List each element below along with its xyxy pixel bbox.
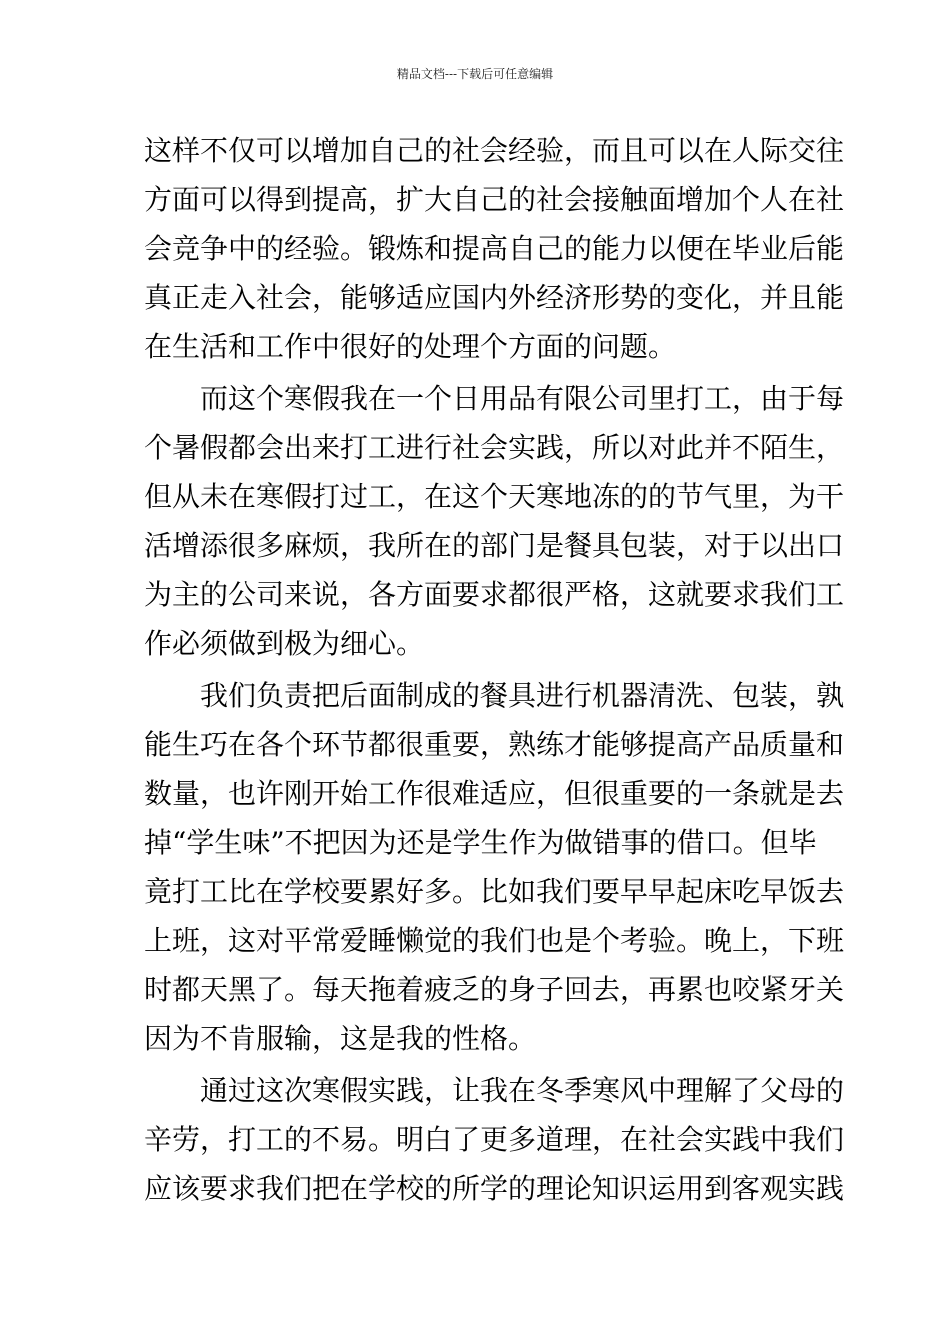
text-line: 在生活和工作中很好的处理个方面的问题。 <box>144 330 677 363</box>
text-line: 辛劳，打工的不易。明白了更多道理，在社会实践中我们 <box>144 1123 845 1156</box>
text-line: 活增添很多麻烦，我所在的部门是餐具包装，对于以出口 <box>144 529 845 562</box>
text-line: 但从未在寒假打过工，在这个天寒地冻的的节气里，为干 <box>144 480 845 513</box>
paragraph-first-line: 而这个寒假我在一个日用品有限公司里打工，由于每 <box>200 382 845 415</box>
text-line: 应该要求我们把在学校的所学的理论知识运用到客观实践 <box>144 1172 845 1205</box>
page-header: 精品文档---下载后可任意编辑 <box>396 67 554 81</box>
text-line: 会竞争中的经验。锻炼和提高自己的能力以便在毕业后能 <box>144 232 845 265</box>
text-line: 能生巧在各个环节都很重要，熟练才能够提高产品质量和 <box>144 728 845 761</box>
text-line: 上班，这对平常爱睡懒觉的我们也是个考验。晚上，下班 <box>144 924 845 957</box>
text-line: 个暑假都会出来打工进行社会实践，所以对此并不陌生， <box>144 431 845 464</box>
text-line: 为主的公司来说，各方面要求都很严格，这就要求我们工 <box>144 578 845 611</box>
text-line: 竟打工比在学校要累好多。比如我们要早早起床吃早饭去 <box>144 875 845 908</box>
paragraph-first-line: 我们负责把后面制成的餐具进行机器清洗、包装，孰 <box>200 679 845 712</box>
text-line: 数量，也许刚开始工作很难适应，但很重要的一条就是去 <box>144 777 845 810</box>
text-line: 方面可以得到提高，扩大自己的社会接触面增加个人在社 <box>144 183 845 216</box>
text-line: 掉“学生味”不把因为还是学生作为做错事的借口。但毕 <box>144 826 817 859</box>
text-line: 因为不肯服输，这是我的性格。 <box>144 1022 537 1055</box>
paragraph-first-line: 通过这次寒假实践，让我在冬季寒风中理解了父母的 <box>200 1074 845 1107</box>
text-line: 作必须做到极为细心。 <box>144 627 425 660</box>
text-line: 这样不仅可以增加自己的社会经验，而且可以在人际交往 <box>144 134 845 167</box>
text-line: 时都天黑了。每天拖着疲乏的身子回去，再累也咬紧牙关 <box>144 973 845 1006</box>
text-line: 真正走入社会，能够适应国内外经济形势的变化，并且能 <box>144 281 845 314</box>
